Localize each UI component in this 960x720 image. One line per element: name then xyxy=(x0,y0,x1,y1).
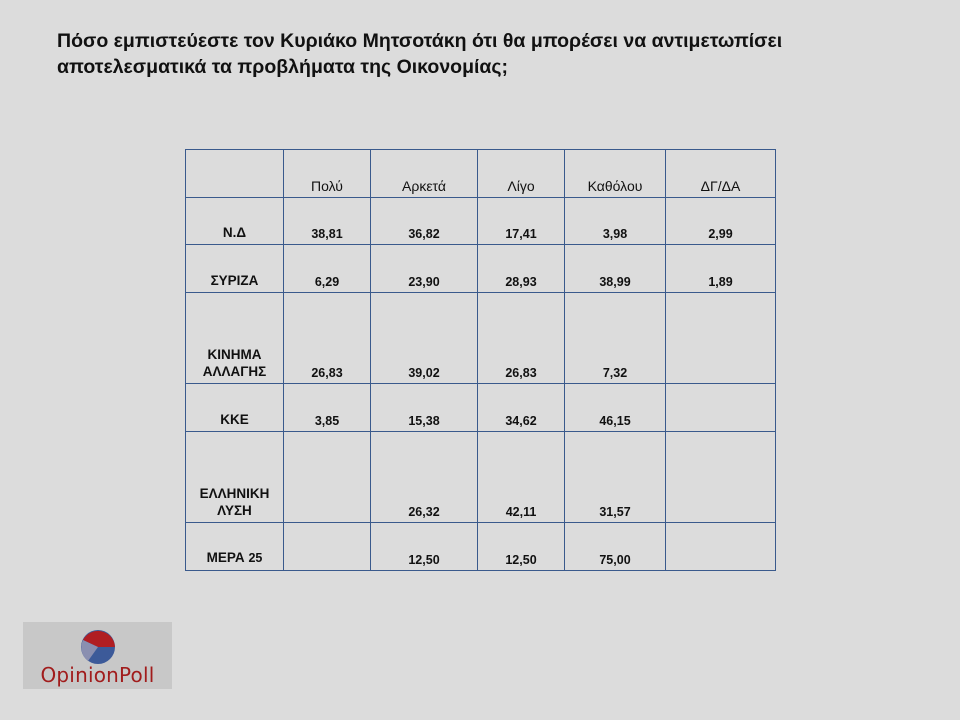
header-cell: ΔΓ/ΔΑ xyxy=(666,150,776,198)
party-cell xyxy=(186,432,284,523)
value-cell: 2,99 xyxy=(666,198,776,245)
header-cell: Λίγο xyxy=(478,150,565,198)
value-cell: 3,85 xyxy=(284,384,371,432)
table-row xyxy=(186,293,776,384)
table-row xyxy=(186,384,776,432)
value-cell: 34,62 xyxy=(478,384,565,432)
party-name: Ν.Δ xyxy=(222,225,247,240)
party-suffix: 25 xyxy=(248,551,263,565)
value-cell: 39,02 xyxy=(371,293,478,384)
value-cell: 28,93 xyxy=(478,245,565,293)
value-cell xyxy=(666,384,776,432)
opinion-poll-logo xyxy=(23,622,172,689)
value-cell: 7,32 xyxy=(565,293,666,384)
table-row xyxy=(186,432,776,523)
value-cell: 26,83 xyxy=(478,293,565,384)
party-cell xyxy=(186,523,284,571)
logo-pie-icon xyxy=(76,627,120,667)
value-cell: 1,89 xyxy=(666,245,776,293)
value-cell: 26,32 xyxy=(371,432,478,523)
party-name: ΜΕΡΑ xyxy=(206,550,245,565)
value-cell: 42,11 xyxy=(478,432,565,523)
party-name: ΕΛΛΗΝΙΚΗ ΛΥΣΗ xyxy=(199,486,270,518)
value-cell: 15,38 xyxy=(371,384,478,432)
value-cell: 17,41 xyxy=(478,198,565,245)
table-header-row xyxy=(186,150,776,198)
value-cell: 6,29 xyxy=(284,245,371,293)
table-row xyxy=(186,198,776,245)
value-cell xyxy=(666,432,776,523)
value-cell: 31,57 xyxy=(565,432,666,523)
value-cell: 46,15 xyxy=(565,384,666,432)
value-cell: 12,50 xyxy=(371,523,478,571)
value-cell xyxy=(284,523,371,571)
party-cell xyxy=(186,245,284,293)
party-name: ΣΥΡΙΖΑ xyxy=(210,273,259,288)
poll-table xyxy=(185,149,776,571)
header-cell: Καθόλου xyxy=(565,150,666,198)
header-cell xyxy=(186,150,284,198)
value-cell: 75,00 xyxy=(565,523,666,571)
value-cell: 3,98 xyxy=(565,198,666,245)
party-cell xyxy=(186,198,284,245)
table-row xyxy=(186,245,776,293)
value-cell xyxy=(666,293,776,384)
value-cell: 38,81 xyxy=(284,198,371,245)
party-name: ΚΙΝΗΜΑ ΑΛΛΑΓΗΣ xyxy=(202,347,267,379)
party-cell xyxy=(186,293,284,384)
page-title: Πόσο εμπιστεύεστε τον Κυριάκο Μητσοτάκη ότι θα μπορέσει να αντιμετωπίσει αποτελεσματικά τα προβλήματα της Οικονομίας; xyxy=(57,30,783,78)
header-cell: Πολύ xyxy=(284,150,371,198)
value-cell: 36,82 xyxy=(371,198,478,245)
table-row xyxy=(186,523,776,571)
value-cell: 38,99 xyxy=(565,245,666,293)
value-cell xyxy=(284,432,371,523)
logo-text: OpinionPoll xyxy=(40,663,155,687)
header-cell: Αρκετά xyxy=(371,150,478,198)
value-cell: 26,83 xyxy=(284,293,371,384)
party-cell xyxy=(186,384,284,432)
value-cell: 23,90 xyxy=(371,245,478,293)
value-cell xyxy=(666,523,776,571)
value-cell: 12,50 xyxy=(478,523,565,571)
party-name: ΚΚΕ xyxy=(220,412,249,427)
